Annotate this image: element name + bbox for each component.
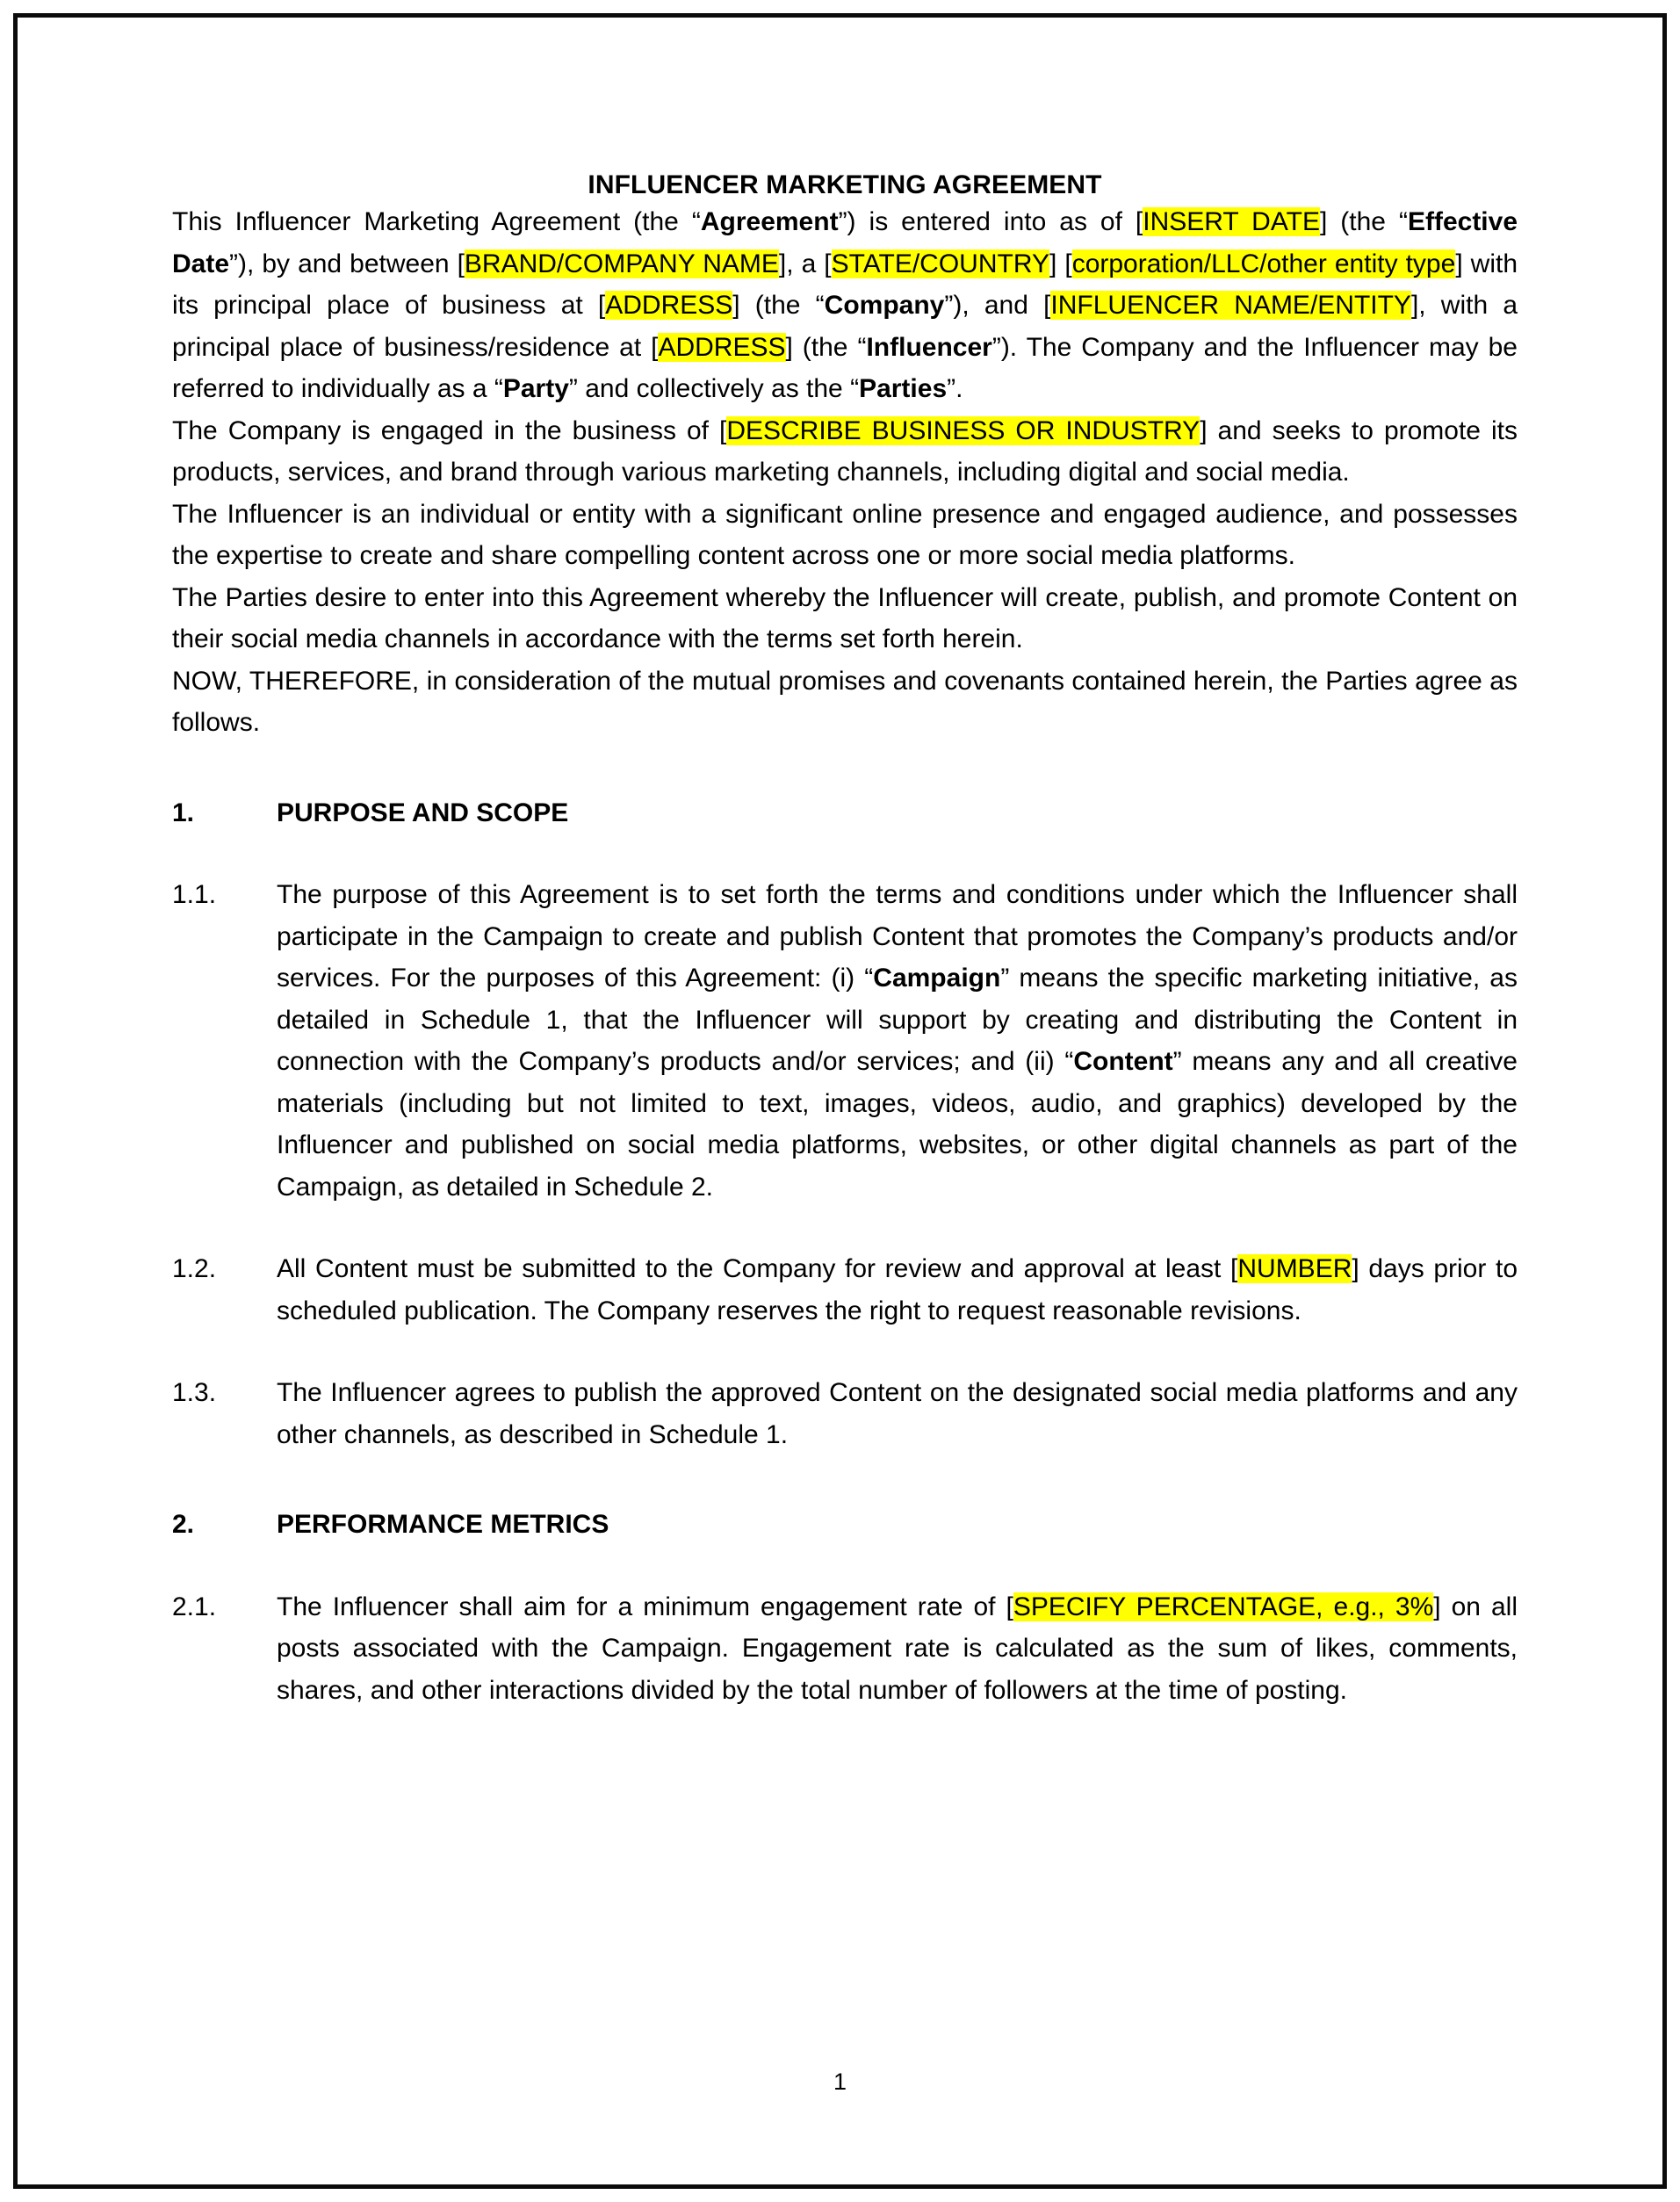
text-run: ” and collectively as the “	[568, 374, 860, 403]
text-run: ] (the “	[1319, 207, 1408, 236]
term-campaign: Campaign	[873, 964, 1001, 993]
preamble-paragraph-1	[172, 201, 1518, 410]
text-run: ] (the “	[732, 291, 825, 320]
text-run: ] [	[1049, 249, 1072, 278]
text-run: ” means any and all creative materials (including but not limited to text, images, videos, audio, and graphics) developed by the Influencer and published on social media platforms, websites, or other digital channels as part of the Campaign, as detailed in Schedule 2.	[277, 1047, 1518, 1202]
term-parties: Parties	[859, 374, 948, 403]
clause-body	[277, 1248, 1518, 1332]
preamble-paragraph-4: The Parties desire to enter into this Agreement whereby the Influencer will create, publish, and promote Content on their social media channels in accordance with the terms set forth herein.	[172, 582, 1518, 653]
text-run: ” means the specific marketing initiative, as detailed in Schedule 1, that the Influencer will support by creating and distributing the Content in connection with the Company’s products and/or services; and (ii) “	[277, 964, 1518, 1076]
text-run: ] days prior to scheduled publication. The Company reserves the right to request reasonable revisions.	[277, 1254, 1518, 1325]
text-run: ], with a principal place of business/residence at [	[172, 291, 1518, 362]
text-run: All Content must be submitted to the Company for review and approval at least [	[277, 1254, 1238, 1283]
clause-body	[277, 874, 1518, 1208]
text-run: The Influencer shall aim for a minimum engagement rate of [	[277, 1592, 1013, 1621]
placeholder-engagement-percentage: SPECIFY PERCENTAGE, e.g., 3%	[1013, 1592, 1434, 1621]
section-title: PURPOSE AND SCOPE	[277, 798, 569, 827]
placeholder-entity-type: corporation/LLC/other entity type	[1071, 249, 1456, 278]
page-title: INFLUENCER MARKETING AGREEMENT	[588, 170, 1102, 199]
placeholder-company-address: ADDRESS	[605, 291, 733, 320]
clause-number: 1.3.	[172, 1378, 217, 1407]
text-run: ] on all posts associated with the Campaign. Engagement rate is calculated as the sum of likes, comments, shares, and other interactions divided by the total number of followers at the time of posting.	[277, 1592, 1518, 1705]
placeholder-describe-business: DESCRIBE BUSINESS OR INDUSTRY	[726, 415, 1201, 445]
text-run: ”), and [	[944, 291, 1051, 320]
term-content: Content	[1073, 1047, 1173, 1076]
preamble-paragraph-5: NOW, THEREFORE, in consideration of the mutual promises and covenants contained herein, the Parties agree as follows.	[172, 666, 1518, 737]
section-heading-2	[172, 1504, 1518, 1546]
text-run: ”.	[947, 374, 963, 403]
placeholder-state-country: STATE/COUNTRY	[831, 249, 1049, 278]
text-run: ], a [	[778, 249, 832, 278]
term-company: Company	[824, 291, 945, 320]
term-agreement: Agreement	[700, 207, 839, 236]
section-number: 1.	[172, 798, 195, 827]
text-run: ] and seeks to promote its products, services, and brand through various marketing channels, including digital and social media.	[172, 415, 1518, 487]
page-number: 1	[833, 2068, 847, 2095]
preamble-paragraph-3: The Influencer is an individual or entity with a significant online presence and engaged audience, and possesses the expertise to create and share compelling content across one or more social media platforms.	[172, 499, 1518, 570]
text-run: The purpose of this Agreement is to set forth the terms and conditions under which the Influencer shall participate in the Campaign to create and publish Content that promotes the Company’s products and/or services. For the purposes of this Agreement: (i) “	[277, 880, 1518, 993]
text-run: ”), by and between [	[229, 249, 465, 278]
text-run: The Company is engaged in the business of [	[172, 415, 727, 445]
clause-2-1	[172, 1586, 1518, 1712]
document-content	[172, 0, 1518, 1711]
text-run: ] with its principal place of business at [	[172, 249, 1518, 320]
section-number: 2.	[172, 1510, 195, 1539]
clause-number: 1.2.	[172, 1254, 217, 1283]
section-title: PERFORMANCE METRICS	[277, 1510, 609, 1539]
clause-1-2	[172, 1248, 1518, 1332]
preamble-paragraph-2	[172, 410, 1518, 494]
placeholder-number-of-days: NUMBER	[1237, 1254, 1352, 1283]
section-heading-1	[172, 792, 1518, 834]
term-effective-date: Effective Date	[172, 207, 1518, 278]
clause-body	[277, 1586, 1518, 1712]
clause-body: The Influencer agrees to publish the approved Content on the designated social media platforms and any other channels, as described in Schedule 1.	[277, 1378, 1518, 1449]
placeholder-insert-date: INSERT DATE	[1143, 207, 1320, 236]
clause-number: 2.1.	[172, 1592, 217, 1621]
clause-1-1	[172, 874, 1518, 1208]
clause-number: 1.1.	[172, 880, 217, 909]
text-run: ”). The Company and the Influencer may be referred to individually as a “	[172, 332, 1518, 403]
clause-1-3	[172, 1372, 1518, 1455]
placeholder-influencer-address: ADDRESS	[658, 332, 786, 362]
term-influencer: Influencer	[866, 332, 992, 362]
text-run: This Influencer Marketing Agreement (the “	[172, 207, 701, 236]
term-party: Party	[502, 374, 569, 403]
text-run: ] (the “	[785, 332, 867, 362]
placeholder-brand-company-name: BRAND/COMPANY NAME	[464, 249, 779, 278]
placeholder-influencer-name-entity: INFLUENCER NAME/ENTITY	[1050, 291, 1411, 320]
text-run: ”) is entered into as of [	[838, 207, 1143, 236]
